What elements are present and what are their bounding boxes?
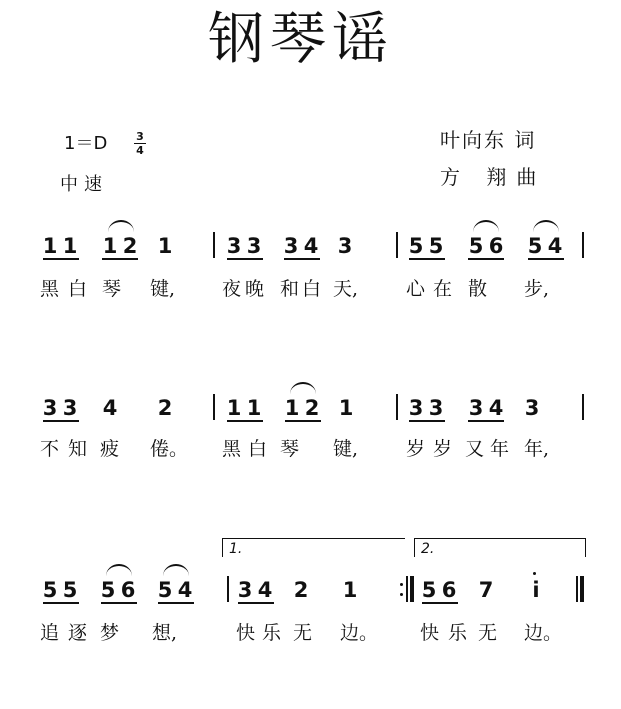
lyric: 白	[302, 278, 322, 300]
lyric: 快	[420, 622, 440, 644]
bar-line	[213, 394, 215, 420]
note: 1	[246, 396, 262, 420]
slur	[108, 220, 134, 232]
lyric: 乐	[262, 622, 282, 644]
time-signature-bottom: 4	[136, 144, 144, 157]
note: 6	[488, 234, 504, 258]
slur	[290, 382, 316, 394]
slur	[533, 220, 559, 232]
note: 3	[524, 396, 540, 420]
composer-credit: 方 翔曲	[440, 165, 547, 189]
note: 1	[102, 234, 118, 258]
note: 2	[157, 396, 173, 420]
bar-line	[582, 394, 584, 420]
lyric: 梦	[100, 622, 120, 644]
lyric: 边。	[340, 622, 379, 644]
underline	[102, 258, 138, 260]
repeat-bar-line	[406, 576, 408, 602]
note: 5	[42, 578, 58, 602]
note: 1	[62, 234, 78, 258]
note: 3	[428, 396, 444, 420]
underline	[227, 420, 263, 422]
lyric: 黑	[222, 438, 242, 460]
note: 1	[284, 396, 300, 420]
lyric: 年,	[524, 438, 550, 460]
second-ending-label: 2.	[421, 541, 435, 557]
repeat-dot	[400, 593, 403, 596]
note: 6	[120, 578, 136, 602]
note: 5	[527, 234, 543, 258]
note: 5	[468, 234, 484, 258]
underline	[468, 258, 504, 260]
underline	[409, 258, 445, 260]
lyric: 夜	[222, 278, 242, 300]
underline	[227, 258, 263, 260]
note: 3	[62, 396, 78, 420]
bar-line	[396, 232, 398, 258]
note: 2	[304, 396, 320, 420]
lyricist-credit: 叶向东 词	[440, 128, 537, 152]
second-ending-bracket	[414, 538, 586, 557]
slur	[163, 564, 189, 576]
note: 4	[547, 234, 563, 258]
underline	[409, 420, 445, 422]
key-signature: 1＝D	[64, 133, 108, 154]
underline	[528, 258, 564, 260]
note: 3	[468, 396, 484, 420]
note: 4	[303, 234, 319, 258]
tempo-marking: 中速	[60, 174, 108, 195]
underline	[158, 602, 194, 604]
underline	[43, 602, 79, 604]
lyric: 无	[293, 622, 313, 644]
note: 5	[408, 234, 424, 258]
upper-octave-dot	[533, 572, 536, 575]
underline	[101, 602, 137, 604]
note: 1	[338, 396, 354, 420]
note: 4	[257, 578, 273, 602]
first-ending-label: 1.	[229, 541, 243, 557]
first-ending-bracket	[222, 538, 405, 557]
note: 3	[246, 234, 262, 258]
lyric: 乐	[448, 622, 468, 644]
note: 5	[428, 234, 444, 258]
lyric: 年	[490, 438, 510, 460]
bar-line	[227, 576, 229, 602]
underline	[43, 258, 79, 260]
note: 4	[488, 396, 504, 420]
lyric: 步,	[524, 278, 550, 300]
lyric: 晚	[245, 278, 265, 300]
lyric: 白	[248, 438, 268, 460]
note: 1	[157, 234, 173, 258]
note: 2	[293, 578, 309, 602]
lyric: 琴	[102, 278, 122, 300]
note: 3	[337, 234, 353, 258]
lyric: 黑	[40, 278, 60, 300]
lyric: 天,	[333, 278, 359, 300]
final-bar-line-thick	[580, 576, 584, 602]
lyric: 白	[68, 278, 88, 300]
underline	[284, 258, 320, 260]
note: 4	[177, 578, 193, 602]
note: 5	[157, 578, 173, 602]
lyric: 琴	[280, 438, 300, 460]
repeat-dot	[400, 583, 403, 586]
slur	[106, 564, 132, 576]
lyric: 快	[236, 622, 256, 644]
lyric: 岁	[406, 438, 426, 460]
note: 3	[408, 396, 424, 420]
lyric: 键,	[150, 278, 176, 300]
song-title: 钢琴谣	[208, 7, 394, 72]
lyric: 又	[465, 438, 485, 460]
lyric: 心	[406, 278, 426, 300]
note: 5	[421, 578, 437, 602]
lyric: 疲	[100, 438, 120, 460]
bar-line	[396, 394, 398, 420]
lyric: 逐	[68, 622, 88, 644]
note: 7	[478, 578, 494, 602]
note: 3	[42, 396, 58, 420]
underline	[43, 420, 79, 422]
lyric: 在	[433, 278, 453, 300]
final-bar-line	[576, 576, 578, 602]
note: 3	[237, 578, 253, 602]
note: 3	[226, 234, 242, 258]
note: i	[532, 578, 540, 602]
slur	[473, 220, 499, 232]
note: 1	[226, 396, 242, 420]
note: 6	[441, 578, 457, 602]
note: 4	[102, 396, 118, 420]
lyric: 知	[68, 438, 88, 460]
underline	[422, 602, 458, 604]
lyric: 边。	[524, 622, 563, 644]
note: 3	[283, 234, 299, 258]
note: 1	[42, 234, 58, 258]
underline	[468, 420, 504, 422]
lyric: 不	[40, 438, 60, 460]
repeat-bar-line-thick	[410, 576, 414, 602]
underline	[238, 602, 274, 604]
lyric: 岁	[433, 438, 453, 460]
lyric: 想,	[152, 622, 178, 644]
lyric: 散	[468, 278, 488, 300]
note: 2	[122, 234, 138, 258]
note: 1	[342, 578, 358, 602]
lyric: 和	[280, 278, 300, 300]
note: 5	[100, 578, 116, 602]
lyric: 键,	[333, 438, 359, 460]
underline	[285, 420, 321, 422]
bar-line	[582, 232, 584, 258]
lyric: 追	[40, 622, 60, 644]
bar-line	[213, 232, 215, 258]
lyric: 无	[478, 622, 498, 644]
time-signature-top: 3	[136, 130, 144, 143]
note: 5	[62, 578, 78, 602]
lyric: 倦。	[150, 438, 189, 460]
